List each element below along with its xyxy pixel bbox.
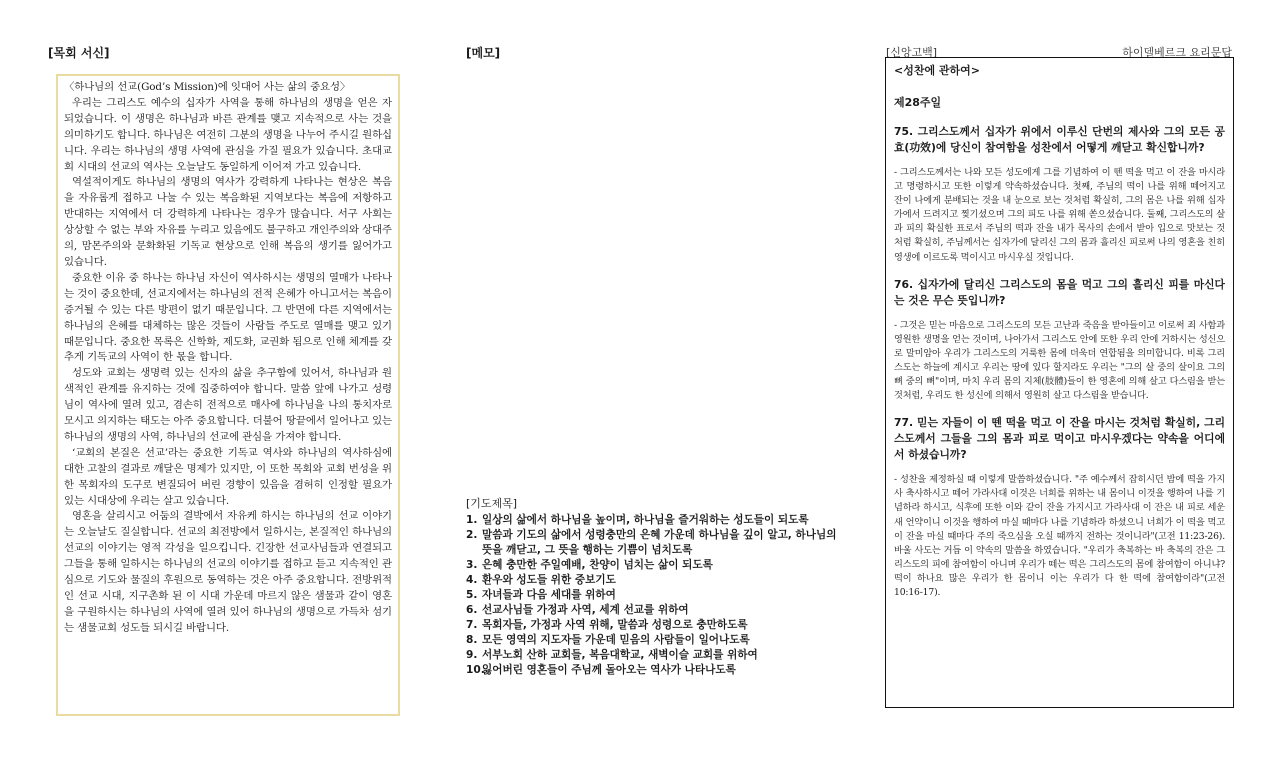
list-item: 7. 목회자들, 가정과 사역 위해, 말씀과 성령으로 충만하도록 [466,619,748,631]
list-item: 1. 일상의 삶에서 하나님을 높이며, 하나님을 즐거워하는 성도들이 되도록 [466,514,809,526]
confession-header: [신앙고백] [886,46,938,59]
catechism-box [885,57,1234,708]
letter-paragraph: 역설적이게도 하나님의 생명의 역사가 강력하게 나타나는 현상은 복음을 자유롭게 접하고 나눌 수 있는 복음화된 지역보다는 복음에 저항하고 반대하는 지역에서 더 강력하게 나타나는 경우가 많습니다. 서구 사회는 상상할 수 없는 부와 자유를 누리고 있음에도 불구하고 개인주의와 상대주의, 맘몬주의와 문화화된 기독교 현상으로 인해 복음의 생기를 잃어가고 있습니다. [64,176,392,268]
letter-paragraph: 영혼을 살리시고 어둠의 결박에서 자유케 하시는 하나님의 선교 이야기는 오늘날도 질실합니다. 선교의 최전방에서 일하시는, 본질적인 하나님의 선교의 이야기는 영적 각성을 일으킵니다. 긴장한 선교사님들과 연결되고 그들을 통해 일하시는 하나님의 선교의 이야기를 접하고 듣고 지속적인 관심으로 기도와 물질의 후원으로 동역하는 것은 아주 중요합니다. 전방위적인 선교 시대, 지구촌화 된 이 시대 가운데 마르지 않은 샘물과 같이 영혼을 구원하시는 하나님의 사역에 열려 있어 하나님의 생명으로 가득차 섬기는 샘물교회 성도들 되시길 바랍니다. [64,510,392,634]
list-item: 10. 잃어버린 영혼들이 주님께 돌아오는 역사가 나타나도록 [466,664,736,676]
list-item: 2. 말씀과 기도의 삶에서 성령충만의 은혜 가운데 하나님을 깊이 알고, 하나님의 뜻을 깨닫고, 그 뜻을 행하는 기쁨이 넘치도록 [466,529,837,556]
answer-76: - 그것은 믿는 마음으로 그리스도의 모든 고난과 죽음을 받아들이고 이로써 죄 사함과 영원한 생명을 얻는 것이며, 나아가서 그리스도 안에 또한 우리 안에 거하시는 성신으로 말미암아 우리가 그리스도의 거룩한 몸에 더욱더 연합됨을 의미합니다. 비록 그리스도는 하늘에 계시고 우리는 땅에 있다 할지라도 우리는 "그의 살 중의 살이요 그의 뼈 중의 뼈"이며, 마치 우리 몸의 지체(肢體)들이 한 영혼에 의해 살고 다스림을 받는 것처럼, 우리도 한 성신에 의해서 영원히 살고 다스림을 받습니다. [894,319,1225,402]
letter-paragraph: ‘교회의 본질은 선교’라는 중요한 기독교 역사와 하나님의 역사하심에 대한 고찰의 결과로 깨달은 명제가 있지만, 이 또한 목회와 교회 번성을 위한 목회자의 도구로 변질되어 버린 경향이 있음을 겸허히 인정할 필요가 있는 시대상에 우리는 살고 있습니다. [64,446,392,507]
section-title: <성찬에 관하여> [894,64,981,77]
list-item: 9. 서부노회 산하 교회들, 복음대학교, 새벽이슬 교회를 위하여 [466,649,758,661]
week-title: 제28주일 [894,96,942,109]
letter-subtitle: 〈하나님의 선교(God’s Mission)에 잇대어 사는 삶의 중요성〉 [64,81,351,93]
prayer-list [466,513,846,678]
question-77: 77. 믿는 자들이 이 뗀 떡을 먹고 이 잔을 마시는 것처럼 확실히, 그리스도께서 그들을 그의 몸과 피로 먹이고 마시우겠다는 약속을 어디에서 하셨습니까? [894,416,1225,462]
answer-77: - 성찬을 제정하실 때 이렇게 말씀하셨습니다. "주 예수께서 잡히시던 밤에 떡을 가지사 축사하시고 떼어 가라사대 이것은 너희를 위하는 내 몸이니 이것을 행하여 나를 기념하라 하시고, 식후에 또한 이와 같이 잔을 가지시고 가라사대 이 잔은 내 피로 세운 새 언약이니 이것을 행하여 마실 때마다 나를 기념하라 하셨으니 너희가 이 떡을 먹고 이 잔을 마실 때마다 주의 죽으심을 오실 때까지 전하는 것이니라"(고전 11:23-26). 바울 사도는 거듭 이 약속의 말씀을 하였습니다. "우리가 축복하는 바 축복의 잔은 그리스도의 피에 참여함이 아니며 우리가 떼는 떡은 그리스도의 몸에 참여함이 아니냐? 떡이 하나요 많은 우리가 한 몸이니 이는 우리가 다 한 떡에 참여함이라"(고전 10:16-17). [894,474,1225,598]
list-item: 5. 자녀들과 다음 세대를 위하여 [466,589,616,601]
list-item: 8. 모든 영역의 지도자들 가운데 믿음의 사람들이 일어나도록 [466,634,750,646]
list-item: 4. 환우와 성도들 위한 중보기도 [466,574,616,586]
prayer-list-section [466,495,846,678]
pastoral-letter-box [56,74,400,716]
catechism-title: 하이델베르크 요리문답 [1122,46,1232,59]
letter-paragraph: 성도와 교회는 생명력 있는 신자의 삶을 추구함에 있어서, 하나님과 원색적인 관계를 유지하는 것에 집중하여야 합니다. 말씀 앞에 나가고 성령님이 역사에 열려 있고, 겸손히 전적으로 매사에 하나님을 나의 통치자로 모시고 의지하는 태도는 아주 중요합니다. 더불어 땅끝에서 일어나고 있는 하나님의 생명의 사역, 하나님의 선교에 관심을 가져야 합니다. [64,367,392,443]
memo-header: [메모] [466,46,501,60]
question-76: 76. 십자가에 달리신 그리스도의 몸을 먹고 그의 흘리신 피를 마신다는 것은 무슨 뜻입니까? [894,277,1225,307]
answer-75: - 그리스도께서는 나와 모든 성도에게 그를 기념하여 이 뗀 떡을 먹고 이 잔을 마시라고 명령하시고 또한 이렇게 약속하셨습니다. 첫째, 주님의 떡이 나를 위해 떼어지고 잔이 나에게 분배되는 것을 내 눈으로 보는 것처럼 확실히, 그의 몸은 나를 위해 십자가에서 드려지고 찢기셨으며 그의 피도 나를 위해 쏟으셨습니다. 둘째, 그리스도의 살과 피의 확실한 표로서 주님의 떡과 잔을 내가 목사의 손에서 받아 입으로 맛보는 것처럼 확실히, 주님께서는 십자가에 달리신 그의 몸과 흘리신 피로써 나의 영혼을 친히 영생에 이르도록 먹이시고 마시우실 것입니다. [894,167,1225,263]
prayer-title: [기도제목] [466,497,518,510]
letter-paragraph: 우리는 그리스도 예수의 십자가 사역을 통해 하나님의 생명을 얻은 자 되었습니다. 이 생명은 하나님과 바른 관계를 맺고 지속적으로 사는 것을 의미하기도 합니다. 하나님은 여전히 그분의 생명을 나누어 주시길 원하십니다. 우리는 하나님의 생명 사역에 관심을 가질 필요가 있습니다. 초대교회 시대의 선교의 역사는 오늘날도 동일하게 이어져 가고 있습니다. [64,96,392,173]
question-75: 75. 그리스도께서 십자가 위에서 이루신 단번의 제사와 그의 모든 공효(功效)에 당신이 참여함을 성찬에서 어떻게 깨닫고 확신합니까? [894,125,1225,154]
list-item: 3. 은혜 충만한 주일예배, 찬양이 넘치는 삶이 되도록 [466,559,713,571]
pastoral-letter-header: [목회 서신] [48,46,110,60]
letter-paragraph: 중요한 이유 중 하나는 하나님 자신이 역사하시는 생명의 열매가 나타나는 것이 중요한데, 선교지에서는 하나님의 전적 은혜가 아니고서는 복음이 증거될 수 있는 다른 방편이 없기 때문입니다. 그 반면에 다른 지역에서는 하나님의 은혜를 대체하는 많은 것들이 사람들 주도로 열매를 맺고 있기 때문입니다. 중요한 목록은 신학화, 제도화, 교권화 됨으로 인해 체계를 갖추게 기독교의 사역이 한 몫을 합니다. [64,271,392,364]
list-item: 6. 선교사님들 가정과 사역, 세계 선교를 위하여 [466,604,689,616]
